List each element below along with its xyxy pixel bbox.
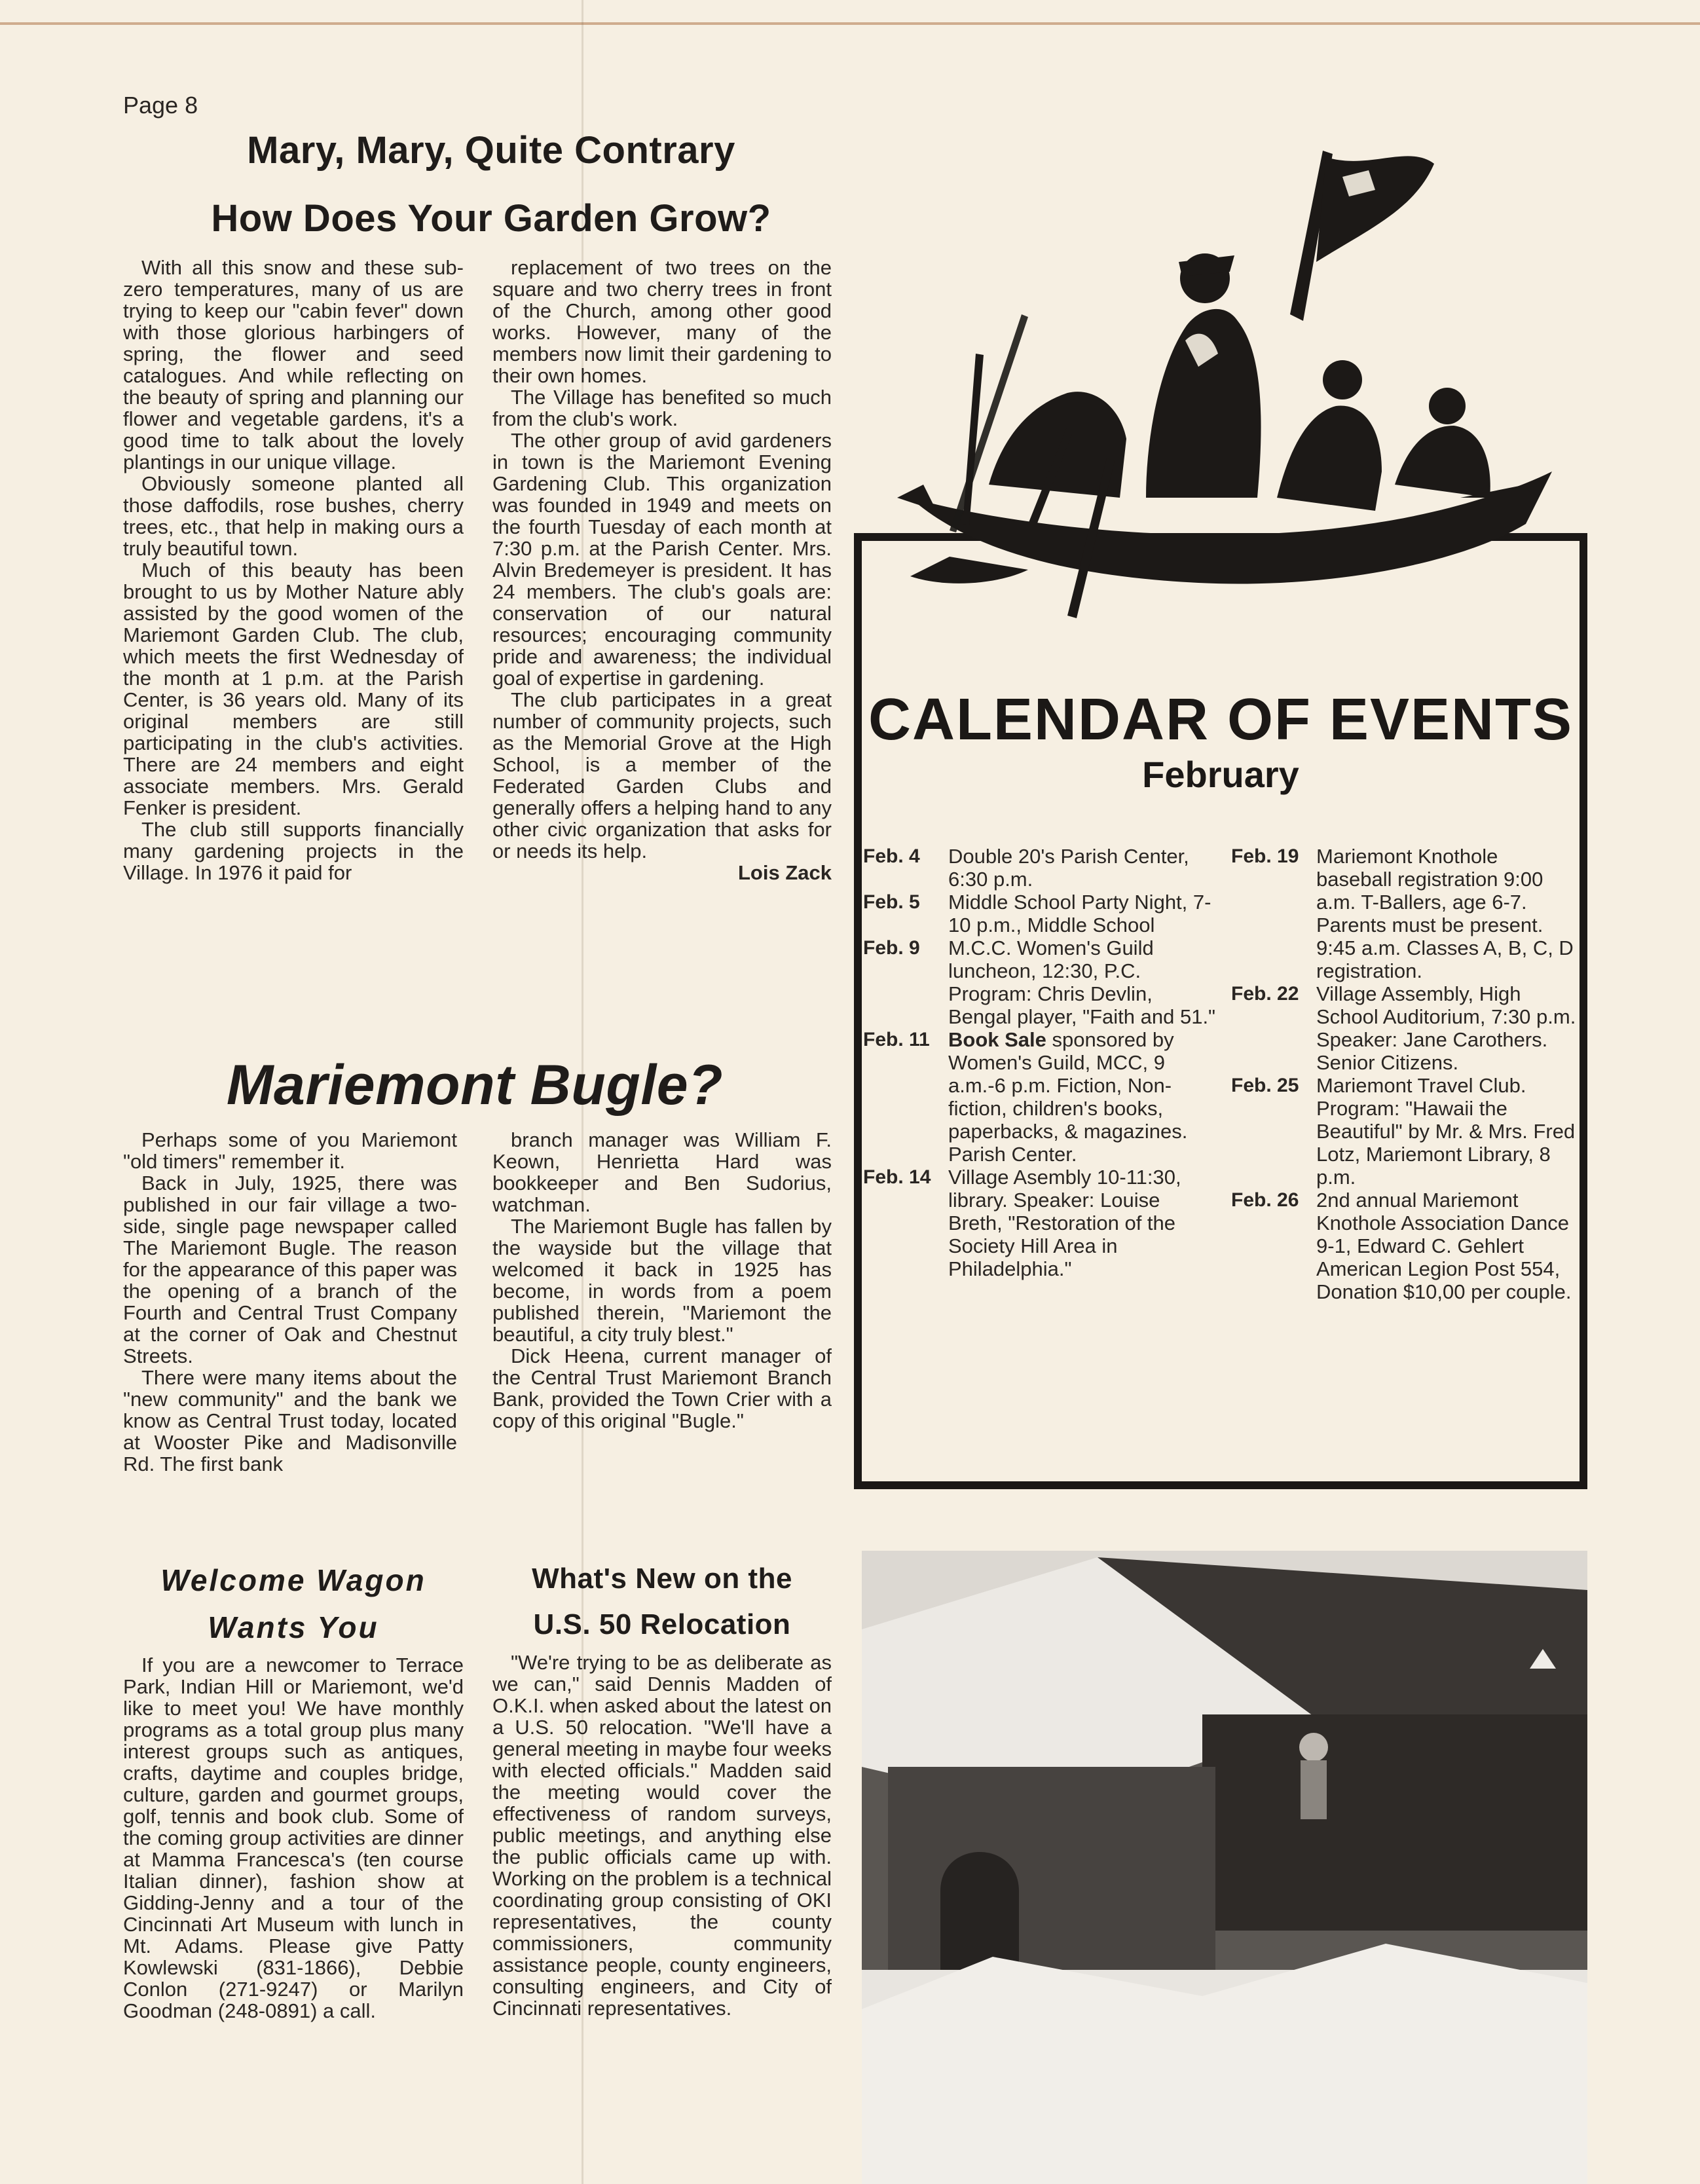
event-text: Village Asembly 10-11:30, library. Speaker: Louise Breth, "Restoration of the Society Hill Area in Philadelphia.": [948, 1166, 1181, 1280]
event-date: Feb. 11: [863, 1029, 930, 1050]
page-number: Page 8: [123, 92, 198, 119]
calendar-event: [1231, 845, 1578, 982]
bugle-column-2: [492, 1129, 832, 1432]
calendar-event: [863, 1166, 1217, 1280]
bugle-column-1: [123, 1129, 457, 1475]
us50-headline-line2: U.S. 50 Relocation: [533, 1608, 791, 1640]
paragraph: Obviously someone planted all those daffodils, rose bushes, cherry trees, etc., that help in making ours a truly beautiful town.: [123, 472, 464, 560]
paragraph: Dick Heena, current manager of the Central Trust Mariemont Branch Bank, provided the Town Crier with a copy of this original "Bugle.": [492, 1344, 832, 1432]
boat-crossing-illustration: [871, 131, 1578, 655]
event-date: Feb. 14: [863, 1166, 931, 1188]
us50-body: [492, 1652, 832, 2019]
garden-column-2: [492, 257, 832, 883]
calendar-event: [1231, 1189, 1578, 1303]
page-top-edge: [0, 22, 1700, 25]
event-date: Feb. 25: [1231, 1075, 1299, 1096]
paragraph: The club still supports financially many gardening projects in the Village. In 1976 it paid for: [123, 818, 464, 884]
winter-church-photo-graphic: [862, 1551, 1587, 2184]
garden-column-1: [123, 257, 464, 883]
winter-church-photo: [862, 1551, 1587, 2184]
event-text: Village Assembly, High School Auditorium, 7:30 p.m. Speaker: Jane Carothers. Senior Citizens.: [1316, 982, 1576, 1074]
paragraph: branch manager was William F. Keown, Henrietta Hard was bookkeeper and Ben Sudorius, watchman.: [492, 1128, 832, 1216]
calendar-event: [863, 891, 1217, 936]
welcome-body: [123, 1654, 464, 2022]
byline: Lois Zack: [738, 861, 832, 884]
event-text-rest: sponsored by Women's Guild, MCC, 9 a.m.-6 p.m. Fiction, Non-fiction, children's books, paperbacks, & magazines. Parish Center.: [948, 1028, 1188, 1166]
paragraph: Back in July, 1925, there was published in our fair village a two-side, single page newspaper called The Mariemont Bugle. The reason for the appearance of this paper was the opening of a branch of the Fourth and Central Trust Company at the corner of Oak and Chestnut Streets.: [123, 1172, 457, 1367]
event-text: Mariemont Knothole baseball registration 9:00 a.m. T-Ballers, age 6-7. Parents must be present. 9:45 a.m. Classes A, B, C, D registration.: [1316, 845, 1574, 982]
garden-headline-line2: How Does Your Garden Grow?: [211, 197, 771, 240]
event-date: Feb. 4: [863, 845, 920, 867]
event-text: 2nd annual Mariemont Knothole Association Dance 9-1, Edward C. Gehlert American Legion Post 554, Donation $10,00 per couple.: [1316, 1189, 1572, 1303]
paragraph: The club participates in a great number of community projects, such as the Memorial Grove at the High School, is a member of the Federated Garden Clubs and generally offers a helping hand to any other civic organization that asks for or needs its help.: [492, 688, 832, 862]
event-date: Feb. 19: [1231, 845, 1299, 867]
event-text: M.C.C. Women's Guild luncheon, 12:30, P.C. Program: Chris Devlin, Bengal player, "Faith and 51.": [948, 936, 1216, 1028]
calendar-title: CALENDAR OF EVENTS: [868, 687, 1574, 752]
paragraph: "We're trying to be as deliberate as we can," said Dennis Madden of O.K.I. when asked about the latest on a U.S. 50 relocation. "We'll have a general meeting in maybe four weeks with elected officials." Madden said the meeting would cover the effectiveness of random surveys, public meetings, and anything else the public officials came up with. Working on the problem is a technical coordinating group consisting of OKI representatives, the county commissioners, community assistance people, county engineers, consulting engineers, and City of Cincinnati representatives.: [492, 1651, 832, 2020]
calendar-events-right: [1231, 845, 1578, 1303]
paragraph: If you are a newcomer to Terrace Park, Indian Hill or Mariemont, we'd like to meet you! We have monthly programs as a total group plus many interest groups such as antiques, crafts, daytime and couples bridge, culture, garden and gourmet groups, golf, tennis and book club. Some of the coming group activities are dinner at Mamma Francesca's (ten course Italian dinner), fashion show at Gidding-Jenny and a tour of the Cincinnati Art Museum with lunch in Mt. Adams. Please give Patty Kowlewski (831-1866), Debbie Conlon (271-9247) or Marilyn Goodman (248-0891) a call.: [123, 1654, 464, 2022]
calendar-event: [1231, 1074, 1578, 1189]
calendar-event: [1231, 982, 1578, 1074]
paragraph: replacement of two trees on the square and two cherry trees in front of the Church, among other good works. However, many of the members now limit their gardening to their own homes.: [492, 256, 832, 387]
welcome-headline-line2: Wants You: [208, 1610, 379, 1644]
welcome-headline-line1: Welcome Wagon: [160, 1563, 426, 1597]
paragraph: There were many items about the "new community" and the bank we know as Central Trust today, located at Wooster Pike and Madisonville Rd. The first bank: [123, 1366, 457, 1475]
calendar-event: [863, 845, 1217, 891]
calendar-month: February: [1142, 754, 1299, 795]
us50-headline-line1: What's New on the: [532, 1563, 792, 1595]
event-date: Feb. 5: [863, 891, 920, 913]
event-text: Middle School Party Night, 7-10 p.m., Middle School: [948, 891, 1211, 936]
calendar-events-left: [863, 845, 1217, 1280]
calendar-event: [863, 936, 1217, 1028]
event-text: Mariemont Travel Club. Program: "Hawaii the Beautiful" by Mr. & Mrs. Fred Lotz, Mariemont Library, 8 p.m.: [1316, 1074, 1576, 1189]
paragraph: The Mariemont Bugle has fallen by the wayside but the village that welcomed it back in 1925 has become, in words from a poem published therein, "Mariemont the beautiful, a city truly blest.": [492, 1215, 832, 1346]
event-text: [948, 1028, 1217, 1166]
garden-headline-line1: Mary, Mary, Quite Contrary: [247, 129, 735, 172]
paragraph: With all this snow and these sub-zero temperatures, many of us are trying to keep our "cabin fever" down with those glorious harbingers of spring, the flower and seed catalogues. And while reflecting on the beauty of spring and planning our flower and vegetable gardens, it's a good time to talk about the lovely plantings in our unique village.: [123, 256, 464, 473]
event-date: Feb. 9: [863, 937, 920, 959]
paragraph: Much of this beauty has been brought to us by Mother Nature ably assisted by the good women of the Mariemont Garden Club. The club, which meets the first Wednesday of the month at 1 p.m. at the Parish Center, is 36 years old. Many of its original members are still participating in the club's activities. There are 24 members and eight associate members. Mrs. Gerald Fenker is president.: [123, 559, 464, 819]
paragraph: The Village has benefited so much from the club's work.: [492, 386, 832, 430]
paragraph: The other group of avid gardeners in town is the Mariemont Evening Gardening Club. This organization was founded in 1949 and meets on the fourth Tuesday of each month at 7:30 p.m. at the Parish Center. Mrs. Alvin Bredemeyer is president. It has 24 members. The club's goals are: conservation of our natural resources; encouraging community pride and awareness; the individual goal of expertise in gardening.: [492, 429, 832, 690]
bugle-headline: Mariemont Bugle?: [226, 1054, 724, 1117]
event-date: Feb. 26: [1231, 1189, 1299, 1211]
event-date: Feb. 22: [1231, 983, 1299, 1005]
paragraph: Perhaps some of you Mariemont "old timers" remember it.: [123, 1128, 457, 1173]
event-text: Double 20's Parish Center, 6:30 p.m.: [948, 845, 1189, 891]
event-highlight: Book Sale: [948, 1028, 1046, 1051]
calendar-event: [863, 1028, 1217, 1166]
